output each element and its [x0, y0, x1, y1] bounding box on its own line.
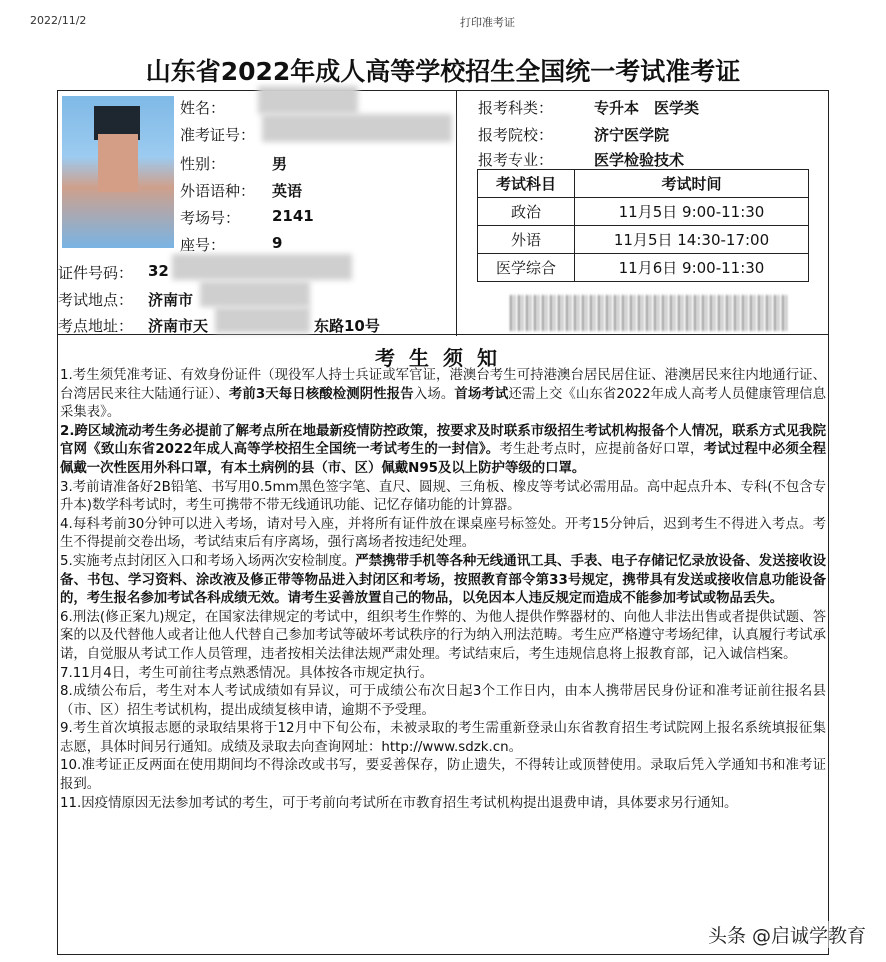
- notice-title: 考生须知: [375, 346, 511, 370]
- room-label: 考场号：: [180, 209, 241, 227]
- print-header-title: 打印准考证: [460, 16, 515, 29]
- schedule-header-time: 考试时间: [575, 170, 809, 198]
- card-divider: [456, 91, 457, 336]
- room-value: 2141: [272, 207, 314, 225]
- notice-emphasis: 考试过程中必须全程佩戴一次性医用外科口罩，有本土病例的县（市、区）佩戴N95及以上防护等级的口罩。: [60, 442, 827, 476]
- notice-item-11: 11.因疫情原因无法参加考试的考生，可于考前向考试所在市教育招生考试机构提出退费申请，具体要求另行通知。: [60, 795, 738, 811]
- address-tail: 东路10号: [314, 317, 380, 335]
- schedule-time: 11月5日 14:30-17:00: [575, 226, 809, 254]
- notice-body: [60, 367, 826, 813]
- subject-category-value: 专升本 医学类: [594, 99, 700, 117]
- schedule-subject: 医学综合: [478, 254, 575, 282]
- notice-text: 1.考生须凭准考证、有效身份证件（现役军人持士兵证或军官证，港澳台考生可持港澳台居民居住证、港澳居民来往内地通行证、台湾居民来往大陆通行证）、: [60, 368, 826, 402]
- address-value: 济南市天: [148, 317, 209, 335]
- notice-item-6: 6.刑法(修正案九)规定，在国家法律规定的考试中，组织考生作弊的、为他人提供作弊器材的、向他人非法出售或者提供试题、答案的以及代替他人或者让他人代替自己参加考试等破坏考试秩序的行为纳入刑法范畴。考生应严格遵守考场纪律，认真履行考试承诺，自觉服从考试工作人员管理，违者按相关法律法规严肃处理。考试结束后，考生违规信息将上报教育部，记入诚信档案。: [60, 609, 826, 662]
- notice-item-5: [60, 553, 826, 609]
- language-label: 外语语种：: [180, 182, 256, 200]
- notice-item-7: 7.11月4日，考生可前往考点熟悉情况。具体按各市规定执行。: [60, 665, 434, 681]
- id-value: 32: [148, 262, 169, 280]
- notice-text: 还需上交《山东省2022年成人高考人员健康管理信息采集表》。: [60, 386, 827, 421]
- schedule-header-subject: 考试科目: [478, 170, 575, 198]
- id-label: 证件号码：: [58, 264, 134, 282]
- schedule-time: 11月6日 9:00-11:30: [575, 254, 809, 282]
- notice-item-1: [60, 367, 826, 423]
- major-label: 报考专业：: [478, 151, 554, 169]
- id-redacted: [172, 254, 352, 280]
- notice-item-10: 10.准考证正反两面在使用期间均不得涂改或书写，要妥善保存，防止遗失，不得转让或顶替使用。录取后凭入学通知书和准考证报到。: [60, 758, 826, 793]
- address-redacted: [215, 307, 310, 333]
- table-row: [478, 254, 809, 282]
- subject-category-label: 报考科类：: [478, 99, 554, 117]
- table-row: [478, 198, 809, 226]
- school-value: 济宁医学院: [594, 126, 670, 144]
- notice-emphasis: 首场考试: [454, 386, 509, 402]
- notice-text: 入场。: [413, 386, 455, 402]
- gender-label: 性别：: [180, 155, 226, 173]
- notice-emphasis: 2.跨区域流动考生务必提前了解考点所在地最新疫情防控政策，按要求及时联系市级招生考试机构报备个人情况，联系方式见我院官网《致山东省2022年成人高等学校招生全国统一考试考生的一封信》。: [60, 423, 826, 458]
- schedule-time: 11月5日 9:00-11:30: [575, 198, 809, 226]
- notice-item-9: 9.考生首次填报志愿的录取结果将于12月中下旬公布，未被录取的考生需重新登录山东省教育招生考试院网上报名系统填报征集志愿，具体时间另行通知。成绩及录取去向查询网址：http://www.sdzk.cn。: [60, 721, 826, 755]
- watermark: 头条 @启诚学教育: [704, 921, 870, 948]
- page-title: 山东省2022年成人高等学校招生全国统一考试准考证: [145, 57, 741, 86]
- notice-emphasis: 严禁携带手机等各种无线通讯工具、手表、电子存储记忆录放设备、发送接收设备、书包、学习资料、涂改液及修正带等物品进入封闭区和考场，按照教育部令第33号规定，携带具有发送或接收信息功能设备的，考生报名参加考试各科成绩无效。请考生妥善放置自己的物品，以免因本人违反规定而造成不能参加考试或物品丢失。: [60, 553, 826, 607]
- print-date: 2022/11/2: [30, 14, 87, 27]
- language-value: 英语: [272, 182, 303, 200]
- notice-text: 考生赴考点时，应提前备好口罩，: [499, 442, 704, 458]
- school-label: 报考院校：: [478, 126, 554, 144]
- exam-site-label: 考试地点：: [58, 291, 134, 309]
- notice-text: 5.实施考点封闭区入口和考场入场两次安检制度。: [60, 553, 356, 569]
- notice-emphasis: 考前3天每日核酸检测阴性报告: [228, 386, 414, 402]
- notice-item-8: 8.成绩公布后，考生对本人考试成绩如有异议，可于成绩公布次日起3个工作日内，由本人携带居民身份证和准考证前往报名县（市、区）招生考试机构，提出成绩复核申请，逾期不予受理。: [60, 684, 826, 718]
- exam-site-redacted: [200, 281, 310, 307]
- seat-label: 座号：: [180, 236, 226, 254]
- candidate-photo: [62, 96, 174, 248]
- name-redacted: [258, 86, 358, 114]
- ticket-number-redacted: [262, 114, 452, 142]
- schedule-subject: 外语: [478, 226, 575, 254]
- schedule-subject: 政治: [478, 198, 575, 226]
- exam-site-value: 济南市: [148, 291, 194, 309]
- photo-face: [98, 134, 138, 192]
- major-value: 医学检验技术: [594, 151, 685, 169]
- address-label: 考点地址：: [58, 317, 134, 335]
- name-label: 姓名：: [180, 99, 226, 117]
- gender-value: 男: [272, 155, 288, 173]
- barcode: [510, 295, 790, 331]
- notice-item-4: 4.每科考前30分钟可以进入考场，请对号入座，并将所有证件放在课桌座号标签处。开考15分钟后，迟到考生不得进入考点。考生不得提前交卷出场，考试结束后有序离场，强行离场者按违纪处理。: [60, 516, 826, 551]
- table-row: [478, 226, 809, 254]
- seat-value: 9: [272, 234, 283, 252]
- exam-schedule-table: [477, 169, 809, 282]
- notice-item-2: [60, 423, 826, 479]
- ticket-number-label: 准考证号：: [180, 126, 256, 144]
- notice-item-3: 3.考前请准备好2B铅笔、书写用0.5mm黑色签字笔、直尺、圆规、三角板、橡皮等考试必需用品。高中起点升本、专科(不包含专升本)数学科考试时，考生可携带不带无线通讯功能、记忆存储功能的计算器。: [60, 479, 827, 514]
